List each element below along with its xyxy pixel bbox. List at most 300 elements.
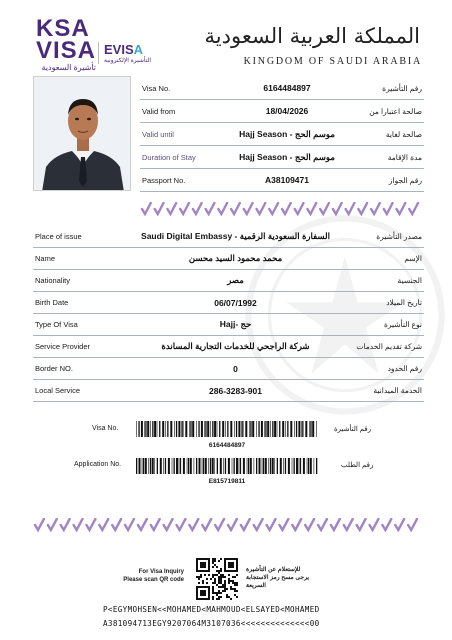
barcode-bar xyxy=(316,421,317,437)
qr-module xyxy=(220,576,222,578)
barcode-bar xyxy=(292,458,293,474)
barcode-bar xyxy=(299,458,300,474)
row-value: 286-3283-901 xyxy=(209,385,262,396)
row-label-en: Name xyxy=(35,254,56,263)
checkmark-icon xyxy=(177,519,186,530)
row-label-ar: شركة تقديم الخدمات xyxy=(356,342,422,351)
qr-module xyxy=(230,598,232,600)
barcode-bar xyxy=(143,458,144,474)
barcode-bar xyxy=(219,421,220,437)
checkmark-icon xyxy=(382,519,391,530)
barcode-bar xyxy=(165,421,166,437)
checkmark-icon xyxy=(395,519,404,530)
barcode-bar xyxy=(147,421,149,437)
holder-row xyxy=(33,358,424,380)
checkmark-icon xyxy=(370,519,379,530)
barcode-bar xyxy=(205,458,207,474)
barcode-bar xyxy=(308,458,309,474)
qr-module xyxy=(212,566,214,568)
barcode-bar xyxy=(196,458,197,474)
row-label-ar: رقم الجواز xyxy=(388,175,422,185)
barcode-bar xyxy=(212,458,214,474)
barcode-bar xyxy=(217,458,218,474)
row-label-en: Nationality xyxy=(35,276,71,285)
barcode-bar xyxy=(203,458,204,474)
qr-module xyxy=(218,576,220,578)
barcode-bar xyxy=(256,421,257,437)
barcode-bar xyxy=(182,421,183,437)
checkmark-icon xyxy=(267,519,276,530)
barcode-bar xyxy=(157,421,158,437)
qr-module xyxy=(216,566,218,568)
barcode-bar xyxy=(287,421,288,437)
barcode-bar xyxy=(265,458,267,474)
row-label-en: Visa No. xyxy=(142,83,171,93)
barcode-bar xyxy=(165,458,166,474)
qr-module xyxy=(230,580,232,582)
qr-module xyxy=(204,574,206,576)
barcode-bar xyxy=(316,458,317,474)
qr-module xyxy=(228,580,230,582)
mrz-line-2: A381094713EGY9207064M3107036<<<<<<<<<<<<<<00 xyxy=(103,619,320,628)
evisa-arabic: التأشيرة الإلكترونية xyxy=(104,58,152,64)
barcode-bar xyxy=(136,421,137,437)
barcode-bar xyxy=(185,421,187,437)
row-label-ar: صالحة لغاية xyxy=(385,129,422,139)
barcode-bar xyxy=(136,458,137,474)
barcode-bar xyxy=(267,421,269,437)
barcode-bar xyxy=(248,458,249,474)
visa-qr-code[interactable] xyxy=(196,558,238,600)
visa-row xyxy=(140,77,424,100)
checkmark-icon xyxy=(244,203,253,214)
qr-module xyxy=(224,584,226,586)
barcode-bar xyxy=(270,421,271,437)
barcode-bar xyxy=(162,421,164,437)
qr-module xyxy=(236,584,238,586)
qr-module xyxy=(222,590,224,592)
row-value: A38109471 xyxy=(265,175,309,185)
barcode-bar xyxy=(187,458,188,474)
barcode-bar xyxy=(190,458,192,474)
barcode-bar xyxy=(167,421,168,437)
row-label-ar: الخدمة الميدانية xyxy=(373,386,422,395)
barcode-bar xyxy=(194,458,195,474)
barcode-bar xyxy=(223,458,224,474)
qr-module xyxy=(202,582,204,584)
checkmark-icon xyxy=(151,519,160,530)
qr-instructions-en: For Visa Inquiry Please scan QR code xyxy=(123,569,184,583)
checkmark-icon xyxy=(138,519,147,530)
checkmark-icon xyxy=(346,203,355,214)
row-label-ar: صالحة اعتبارا من xyxy=(369,106,422,116)
row-value: مصر xyxy=(227,275,244,285)
checkmark-icon xyxy=(193,203,202,214)
barcode-bar xyxy=(285,421,286,437)
checkmark-icon xyxy=(333,203,342,214)
barcode-bar xyxy=(303,458,305,474)
barcode-bar xyxy=(241,421,242,437)
checkmark-band-bottom xyxy=(33,518,419,532)
visa-barcode-label-ar: رقم التأشيرة xyxy=(334,426,372,433)
barcode-bar xyxy=(300,458,301,474)
qr-module xyxy=(220,580,222,582)
checkmark-icon xyxy=(269,203,278,214)
barcode-bar xyxy=(202,458,203,474)
qr-module xyxy=(210,578,212,580)
row-label-ar: رقم الحدود xyxy=(387,364,422,373)
qr-module xyxy=(198,576,200,578)
qr-module xyxy=(212,562,214,564)
qr-module xyxy=(228,582,230,584)
barcode-bar xyxy=(265,421,266,437)
checkmark-icon xyxy=(254,519,263,530)
barcode-bar xyxy=(152,458,154,474)
qr-module xyxy=(220,586,222,588)
checkmark-icon xyxy=(167,203,176,214)
qr-module xyxy=(208,574,210,576)
logo-line-1: KSA xyxy=(36,15,90,42)
barcode-bar xyxy=(148,458,149,474)
barcode-bar xyxy=(176,458,178,474)
checkmark-icon xyxy=(206,203,215,214)
row-value: شركة الراجحي للخدمات التجارية المساندة xyxy=(161,341,310,351)
qr-module xyxy=(220,592,222,594)
holder-row xyxy=(33,292,424,314)
barcode-bar xyxy=(301,421,302,437)
qr-module xyxy=(234,582,236,584)
qr-module xyxy=(224,576,226,578)
row-label-ar: مدة الإقامة xyxy=(387,152,422,162)
qr-module xyxy=(236,596,238,598)
mrz-line-1: P<EGYMOHSEN<<MOHAMED<MAHMOUD<ELSAYED<MOHAMED xyxy=(103,605,320,614)
evisa-wordmark: EVISA xyxy=(104,42,144,57)
visa-row xyxy=(140,100,424,123)
barcode-bar xyxy=(138,421,139,437)
qr-module xyxy=(234,576,236,578)
barcode-bar xyxy=(212,421,213,437)
barcode-bar xyxy=(296,421,297,437)
barcode-bar xyxy=(144,421,145,437)
barcode-bar xyxy=(227,421,228,437)
barcode-bar xyxy=(225,421,226,437)
barcode-bar xyxy=(174,421,175,437)
row-label-ar: الجنسية xyxy=(397,276,422,285)
checkmark-icon xyxy=(164,519,173,530)
qr-module xyxy=(220,568,222,570)
row-value: 0 xyxy=(233,363,238,374)
barcode-bar xyxy=(214,458,215,474)
qr-module xyxy=(200,574,202,576)
barcode-bar xyxy=(312,421,314,437)
qr-module xyxy=(216,598,218,600)
barcode-bar xyxy=(277,458,278,474)
checkmark-icon xyxy=(155,203,164,214)
barcode-bar xyxy=(188,458,189,474)
qr-module xyxy=(226,588,228,590)
qr-module xyxy=(214,560,216,562)
barcode-bar xyxy=(254,458,255,474)
barcode-bar xyxy=(310,421,311,437)
row-label-en: Duration of Stay xyxy=(142,152,196,162)
checkmark-icon xyxy=(331,519,340,530)
barcode-bar xyxy=(196,421,197,437)
barcode-bar xyxy=(240,458,241,474)
checkmark-icon xyxy=(202,519,211,530)
barcode-bar xyxy=(290,421,292,437)
kingdom-title-arabic: المملكة العربية السعودية xyxy=(204,24,420,48)
checkmark-icon xyxy=(231,203,240,214)
application-barcode-number: E815719811 xyxy=(208,478,246,485)
qr-module xyxy=(218,582,220,584)
qr-module xyxy=(218,570,220,572)
qr-module xyxy=(216,594,218,596)
qr-module xyxy=(214,558,216,560)
checkmark-icon xyxy=(357,519,366,530)
barcode-bar xyxy=(199,458,201,474)
checkmark-icon xyxy=(305,519,314,530)
qr-module xyxy=(206,578,208,580)
qr-module xyxy=(220,582,222,584)
barcode-bar xyxy=(268,458,269,474)
barcode-bar xyxy=(154,458,155,474)
barcode-bar xyxy=(285,458,286,474)
qr-module xyxy=(224,586,226,588)
barcode-bar xyxy=(189,421,190,437)
barcode-bar xyxy=(307,458,308,474)
qr-module xyxy=(226,594,228,596)
checkmark-icon xyxy=(397,203,406,214)
barcode-bar xyxy=(145,421,146,437)
checkmark-icon xyxy=(35,519,44,530)
barcode-bar xyxy=(230,421,232,437)
qr-module xyxy=(218,586,220,588)
qr-module xyxy=(212,558,214,560)
qr-module xyxy=(234,588,236,590)
qr-module xyxy=(220,558,222,560)
logo-line-2: VISA xyxy=(36,37,97,64)
qr-module xyxy=(222,576,224,578)
qr-module xyxy=(218,580,220,582)
qr-module xyxy=(212,586,214,588)
qr-module xyxy=(222,574,224,576)
visa-barcode-label-en: Visa No. xyxy=(92,425,119,432)
checkmark-icon xyxy=(142,203,151,214)
barcode-bar xyxy=(239,458,240,474)
qr-module xyxy=(232,588,234,590)
barcode-bar xyxy=(142,458,143,474)
checkmark-icon xyxy=(189,519,198,530)
barcode-bar xyxy=(141,421,143,437)
checkmark-icon xyxy=(257,203,266,214)
checkmark-icon xyxy=(371,203,380,214)
barcode-bar xyxy=(225,458,226,474)
qr-module xyxy=(198,582,200,584)
barcode-bar xyxy=(150,458,151,474)
qr-module xyxy=(228,578,230,580)
barcode-bar xyxy=(263,458,264,474)
holder-photo xyxy=(33,76,131,191)
barcode-bar xyxy=(256,458,257,474)
barcode-bar xyxy=(234,421,235,437)
barcode-bar xyxy=(217,421,218,437)
checkmark-icon xyxy=(320,203,329,214)
barcode-bar xyxy=(181,421,182,437)
qr-module xyxy=(216,570,218,572)
barcode-bar xyxy=(261,421,263,437)
barcode-bar xyxy=(298,421,300,437)
checkmark-icon xyxy=(48,519,57,530)
barcode-bar xyxy=(145,458,147,474)
barcode-bar xyxy=(270,458,271,474)
barcode-bar xyxy=(172,458,173,474)
row-label-en: Birth Date xyxy=(35,298,69,307)
barcode-bar xyxy=(274,421,276,437)
qr-module xyxy=(220,596,222,598)
barcode-bar xyxy=(183,458,185,474)
barcode-bar xyxy=(279,421,280,437)
barcode-bar xyxy=(204,421,205,437)
visa-row xyxy=(140,123,424,146)
holder-row xyxy=(33,248,424,270)
qr-module xyxy=(218,590,220,592)
logo-arabic: تأشيرة السعودية xyxy=(41,63,96,72)
row-label-en: Passport No. xyxy=(142,175,186,185)
qr-finder xyxy=(200,562,206,568)
barcode-bar xyxy=(236,421,237,437)
checkmark-icon xyxy=(125,519,134,530)
checkmark-icon xyxy=(228,519,237,530)
barcode-bar xyxy=(250,421,251,437)
qr-module xyxy=(218,596,220,598)
row-label-en: Valid until xyxy=(142,129,174,139)
qr-module xyxy=(212,582,214,584)
qr-module xyxy=(214,592,216,594)
visa-row xyxy=(140,169,424,192)
qr-finder xyxy=(228,562,234,568)
row-label-en: Valid from xyxy=(142,106,176,116)
row-label-en: Type Of Visa xyxy=(35,320,78,329)
barcode-bar xyxy=(174,458,175,474)
barcode-bar xyxy=(288,458,290,474)
qr-module xyxy=(212,590,214,592)
barcode-bar xyxy=(302,421,303,437)
qr-module xyxy=(226,596,228,598)
barcode-bar xyxy=(234,458,235,474)
holder-row xyxy=(33,336,424,358)
qr-module xyxy=(234,594,236,596)
barcode-bar xyxy=(170,421,172,437)
checkmark-icon xyxy=(61,519,70,530)
barcode-bar xyxy=(210,458,211,474)
holder-row xyxy=(33,380,424,402)
qr-module xyxy=(230,586,232,588)
barcode-bar xyxy=(180,458,181,474)
barcode-bar xyxy=(154,421,156,437)
barcode-bar xyxy=(258,421,259,437)
qr-module xyxy=(216,592,218,594)
qr-module xyxy=(228,596,230,598)
barcode-bar xyxy=(163,458,164,474)
barcode-bar xyxy=(294,458,295,474)
barcode-bar xyxy=(198,421,199,437)
row-label-en: Border NO. xyxy=(35,364,73,373)
row-value: محمد محمود السيد محسن xyxy=(188,253,283,263)
kingdom-title-english: KINGDOM OF SAUDI ARABIA xyxy=(243,56,422,67)
row-label-ar: الإسم xyxy=(404,254,422,263)
qr-module xyxy=(234,590,236,592)
qr-module xyxy=(218,598,220,600)
checkmark-icon xyxy=(86,519,95,530)
qr-module xyxy=(218,592,220,594)
qr-module xyxy=(220,578,222,580)
barcode-bar xyxy=(210,421,211,437)
qr-module xyxy=(212,588,214,590)
checkmark-icon xyxy=(384,203,393,214)
checkmark-icon xyxy=(180,203,189,214)
barcode-bar xyxy=(296,458,298,474)
visa-barcode-number: 6164484897 xyxy=(208,442,246,449)
barcode-bar xyxy=(243,458,245,474)
qr-module xyxy=(228,574,230,576)
qr-module xyxy=(206,582,208,584)
row-value: 06/07/1992 xyxy=(214,297,257,308)
qr-module xyxy=(218,572,220,574)
barcode-bar xyxy=(264,421,265,437)
qr-finder xyxy=(200,590,206,596)
qr-module xyxy=(222,584,224,586)
row-value: Hajj Season - موسم الحج xyxy=(239,151,335,162)
row-value: Saudi Digital Embassy - السفارة السعودية الرقمية xyxy=(141,231,330,241)
barcode-bar xyxy=(277,421,278,437)
row-value: Hajj- حج xyxy=(219,319,252,329)
row-label-ar: رقم التأشيرة xyxy=(382,83,422,93)
barcode-bar xyxy=(283,458,284,474)
row-label-ar: نوع التأشيرة xyxy=(383,320,422,329)
checkmark-icon xyxy=(218,203,227,214)
barcode-bar xyxy=(250,458,252,474)
barcode-bar xyxy=(294,421,295,437)
barcode-bar xyxy=(160,458,162,474)
qr-module xyxy=(236,582,238,584)
barcode-bar xyxy=(222,421,224,437)
barcode-bar xyxy=(262,458,263,474)
barcode-bar xyxy=(190,421,191,437)
qr-module xyxy=(212,598,214,600)
qr-module xyxy=(220,570,222,572)
qr-module xyxy=(224,580,226,582)
visa-barcode xyxy=(136,421,318,437)
barcode-bar xyxy=(214,421,216,437)
barcode-bar xyxy=(252,421,254,437)
barcode-bar xyxy=(310,458,312,474)
qr-module xyxy=(214,580,216,582)
row-label-en: Service Provider xyxy=(35,342,91,351)
row-value: 6164484897 xyxy=(263,83,311,93)
qr-module xyxy=(212,576,214,578)
barcode-bar xyxy=(152,421,153,437)
barcode-bar xyxy=(232,458,233,474)
barcode-bar xyxy=(208,458,209,474)
barcode-bar xyxy=(220,458,222,474)
qr-module xyxy=(232,576,234,578)
row-value: Hajj Season - موسم الحج xyxy=(239,128,335,139)
checkmark-icon xyxy=(279,519,288,530)
barcode-bar xyxy=(272,458,274,474)
holder-row xyxy=(33,226,424,248)
qr-module xyxy=(222,586,224,588)
qr-module xyxy=(236,574,238,576)
